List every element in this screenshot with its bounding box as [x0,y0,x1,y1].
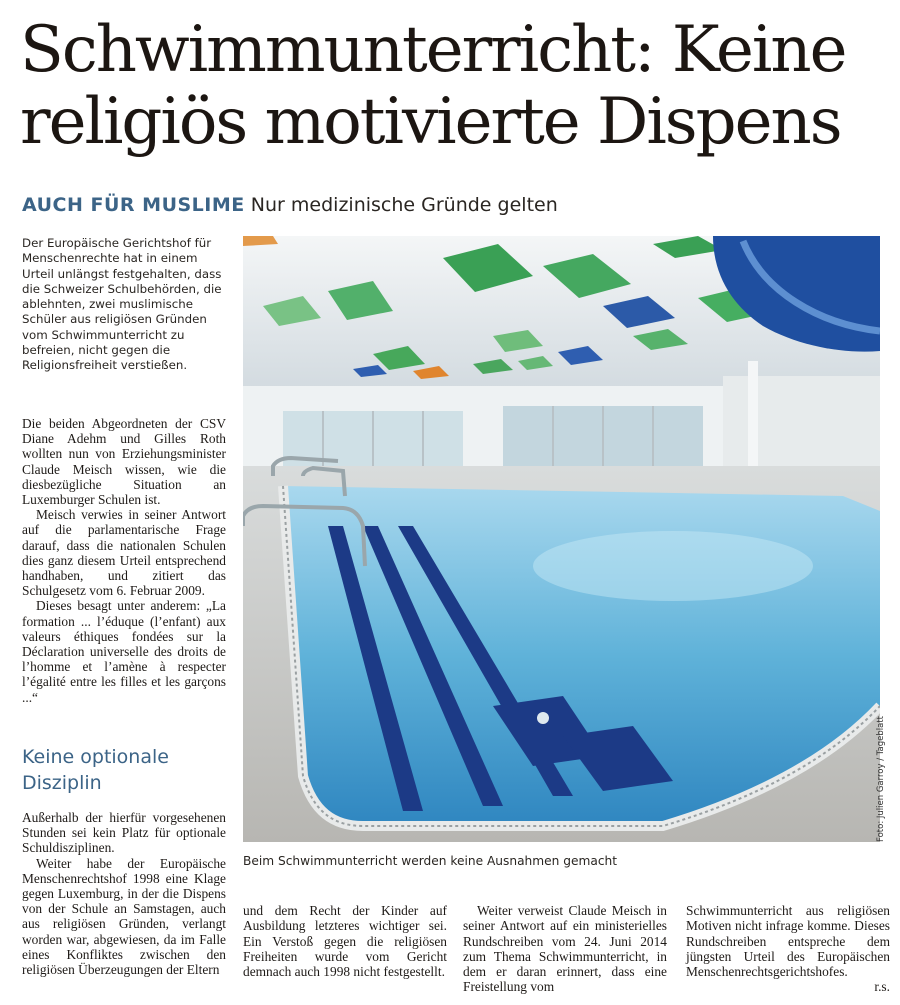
kicker-label: AUCH FÜR MUSLIME [22,194,245,216]
body-paragraph: Die beiden Abgeordneten der CSV Diane Adehm und Gilles Roth wollten nun von Erziehungsminister Claude Meisch wissen, wie die diesbezügliche Situation an Luxemburger Schulen ist. [22,416,226,508]
body-paragraph: Außerhalb der hierfür vorgesehenen Stunden sei kein Platz für optionale Schuldisziplinen. [22,810,226,856]
body-paragraph: Dieses besagt unter anderem: „La formation ... l’éduque (l’enfant) aux valeurs éthiques fondées sur la Déclaration universelle des droits de l’homme et l’amène à respecter l’égalité entre les filles et les garçons ...“ [22,598,226,705]
body-paragraph: Weiter habe der Europäische Menschenrechtshof 1998 eine Klage gegen Luxemburg, in der die Dispens von der Schule an Samstagen, auch aus religiösen Gründen, verlangt worden war, abgewiesen, da im Falle eines Konfliktes zwischen den religiösen Überzeugungen der Eltern [22,855,226,978]
kicker [22,194,558,216]
body-column-1 [22,416,226,705]
body-paragraph: Schwimmunterricht aus religiösen Motiven nicht infrage komme. Dieses Rundschreiben entspreche dem jüngsten Urteil des Europäischen Menschenrechtsgerichtshofes. [686,903,890,980]
body-column-1-continued [22,810,226,977]
swimming-pool-illustration [243,236,880,842]
swimming-pool-photo [243,236,880,842]
headline: Schwimmunterricht: Keine religiös motivierte Dispens [20,13,846,159]
lead-paragraph: Der Europäische Gerichtshof für Menschenrechte hat in einem Urteil unlängst festgehalten, dass die Schweizer Schulbehörden, die ablehnten, zwei muslimische Schüler aus religiösen Gründen vom Schwimmunterricht zu befreien, nicht gegen die Religionsfreiheit verstießen. [22,236,222,373]
body-paragraph: Meisch verwies in seiner Antwort auf die parlamentarische Frage darauf, dass die nationalen Schulen dies ganz diesem Urteil entsprechend handhaben, und zitiert das Schulgesetz vom 6. Februar 2009. [22,507,226,599]
body-column-2 [243,903,447,979]
subheading: Keine optionale Disziplin [22,746,169,794]
author-initials: r.s. [874,979,890,995]
body-paragraph: und dem Recht der Kinder auf Ausbildung letzteres wichtiger sei. Ein Verstoß gegen die religiösen Freiheiten wurde vom Gericht demnach auch 1998 nicht festgestellt. [243,903,447,980]
body-paragraph: Weiter verweist Claude Meisch in seiner Antwort auf ein ministerielles Rundschreiben vom 24. Juni 2014 zum Thema Schwimmunterricht, in dem er daran erinnert, dass eine Freistellung vom [463,903,667,995]
kicker-text: Nur medizinische Gründe gelten [250,194,558,216]
body-column-3 [463,903,667,995]
photo-caption: Beim Schwimmunterricht werden keine Ausnahmen gemacht [243,854,618,868]
photo-credit: Foto: Julien Garroy / Tageblatt [876,715,886,842]
body-column-4 [686,903,890,995]
